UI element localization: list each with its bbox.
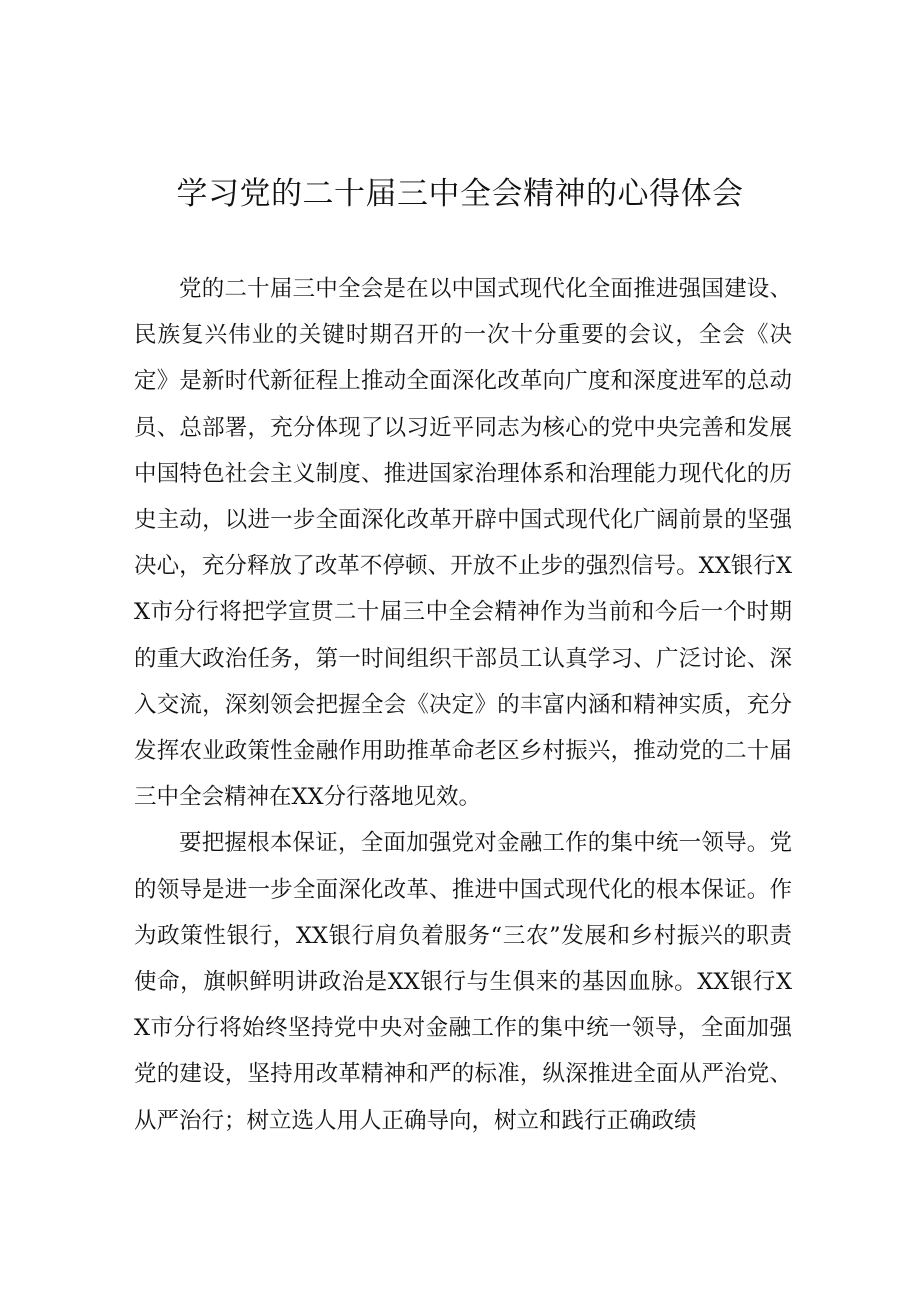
document-title: 学习党的二十届三中全会精神的心得体会 xyxy=(176,176,744,212)
paragraph-1: 党的二十届三中全会是在以中国式现代化全面推进强国建设、民族复兴伟业的关键时期召开的一次十分重要的会议，全会《决定》是新时代新征程上推动全面深化改革向广度和深度进军的总动员、总部署，充分体现了以习近平同志为核心的党中央完善和发展中国特色社会主义制度、推进国家治理体系和治理能力现代化的历史主动，以进一步全面深化改革开辟中国式现代化广阔前景的坚强决心，充分释放了改革不停顿、开放不止步的强烈信号。XX银行XX市分行将把学宣贯二十届三中全会精神作为当前和今后一个时期的重大政治任务，第一时间组织干部员工认真学习、广泛讨论、深入交流，深刻领会把握全会《决定》的丰富内涵和精神实质，充分发挥农业政策性金融作用助推革命老区乡村振兴，推动党的二十届三中全会精神在XX分行落地见效。 xyxy=(134,276,792,811)
document-body xyxy=(134,266,792,1144)
paragraph-2: 要把握根本保证，全面加强党对金融工作的集中统一领导。党的领导是进一步全面深化改革、推进中国式现代化的根本保证。作为政策性银行，XX银行肩负着服务“三农”发展和乡村振兴的职责使命，旗帜鲜明讲政治是XX银行与生俱来的基因血脉。XX银行XX市分行将始终坚持党中央对金融工作的集中统一领导，全面加强党的建设，坚持用改革精神和严的标准，纵深推进全面从严治党、从严治行；树立选人用人正确导向，树立和践行正确政绩 xyxy=(134,830,792,1134)
